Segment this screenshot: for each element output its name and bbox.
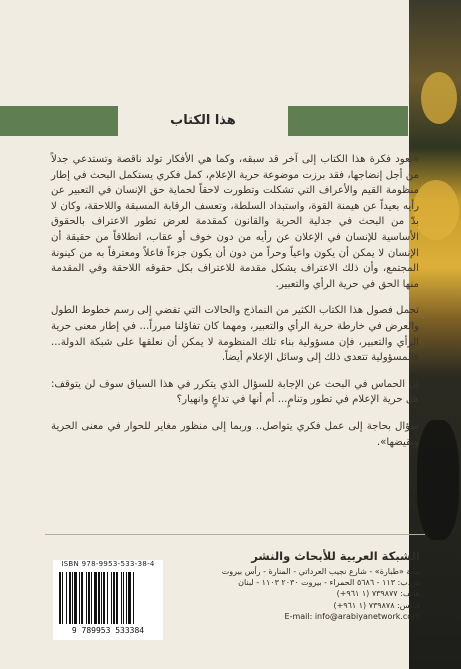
barcode-bar (101, 572, 102, 624)
barcode-bar (88, 572, 90, 624)
barcode-bar (103, 572, 105, 624)
barcode-bars (59, 572, 157, 624)
barcode-bar (66, 572, 67, 624)
barcode-bar (128, 572, 131, 624)
barcode-bar (81, 572, 83, 624)
barcode-bar (94, 572, 97, 624)
barcode-bar (72, 572, 73, 624)
barcode-bar (62, 572, 63, 624)
barcode-bar (98, 572, 100, 624)
barcode (53, 560, 163, 640)
publisher-info (195, 548, 420, 622)
blurb-paragraph: «تعود فكرة هذا الكتاب إلى آخر قد سبقه، وكما هي الأفكار تولد ناقصة وتستدعي جدلاً من أجل إنضاجها، فقد برزت موضوعة حرية الإعلام، كمل فكري يستكمل البحث في إطار منظومة القيم والأعراف التي تشكلت وتطورت لاحقاً لحماية حق الإنسان في التعبير عن رأيه بعيداً عن هيمنة القوة، واستبداد السلطة، وتعسف الرقابة المسبقة واللاحقة، وكان لا بدّ من البحث في جدلية الحرية والقانون كمقدمة لعرض تطور الاعتراف بالحقوق الأساسية للإنسان في الإعلان عن رأيه من دون خوف أو عقاب، انطلاقاً من حقيقة أن الإنسان لا يمكن أن يكون واعياً وحراً من دون أن يكون جزءاً فاعلاً ومعترفاً به من كينونة المجتمع، وأن ذلك الاعتراف يشكل مقدمة للاعتراف بكل حقوقه اللاحقة وفي المقدمة منها الحق في حرية الرأي والتعبير. (51, 154, 419, 290)
barcode-bar (107, 572, 108, 624)
barcode-digits: 9 789953 533384 (71, 626, 145, 635)
isbn-label: ISBN 978-9953-533-38-4 (61, 560, 155, 568)
barcode-bar (69, 572, 71, 624)
photo-shape (421, 72, 457, 124)
photo-shape (413, 180, 459, 240)
barcode-bar (123, 572, 124, 624)
publisher-address: بناية «طبارة» - شارع نجيب العرداتي - المنارة - رأس بيروت (221, 567, 420, 576)
barcode-bar (133, 572, 134, 624)
barcode-bar (74, 572, 77, 624)
blurb-paragraph: إن الحماس في البحث عن الإجابة للسؤال الذي يتكرر في هذا السياق سوف لن يتوقف: هل حرية الإعلام في تطور وتنامٍ... أم أنها في تداعٍ وانهيار؟ (51, 378, 419, 406)
section-title: هذا الكتاب (118, 106, 288, 136)
barcode-bar (91, 572, 92, 624)
publisher-email: E-mail: info@arabiyanetwork.com (284, 611, 420, 621)
photo-shape (417, 420, 459, 540)
publisher-phone: هاتف: ٧٣٩٨٧٧ (١ ٩٦١+) (336, 589, 420, 599)
publisher-fax: فاكس: ٧٣٩٨٧٨ (١ ٩٦١+) (333, 600, 420, 610)
blurb-paragraph: تحمل فصول هذا الكتاب الكثير من النماذج والحالات التي تفضي إلى رسم خطوط الطول والعرض في خارطة حرية الرأي والتعبير، ومهما كان تفاؤلنا مبرراً... في إطار معنى حرية الرأي والتعبير، فإن مسؤولية بناء تلك المنظومة لا يمكن أن نعلقها على شبكة الدولة... فالمسؤولية تتعدى ذلك إلى وسائل الإعلام أيضاً. (51, 305, 419, 364)
barcode-bar (126, 572, 127, 624)
barcode-bar (121, 572, 122, 624)
barcode-bar (86, 572, 87, 624)
barcode-bar (116, 572, 118, 624)
barcode-bar (111, 572, 112, 624)
publisher-address: ص.ب: ١١٣ - ٥٦٨٦ الحمراء - بيروت ٢٠٣٠ ١١٠٣ - لبنان (238, 578, 420, 588)
blurb-text (51, 152, 419, 461)
barcode-bar (59, 572, 61, 624)
barcode-bar (79, 572, 80, 624)
divider (45, 534, 425, 535)
blurb-paragraph: سؤال بحاجة إلى عمل فكري يتواصل.. وربما إلى منظور مغاير للحوار في معنى الحرية ونقيضها». (51, 420, 419, 448)
publisher-name: الشبكة العربية للأبحاث والنشر (251, 549, 420, 563)
barcode-bar (113, 572, 115, 624)
